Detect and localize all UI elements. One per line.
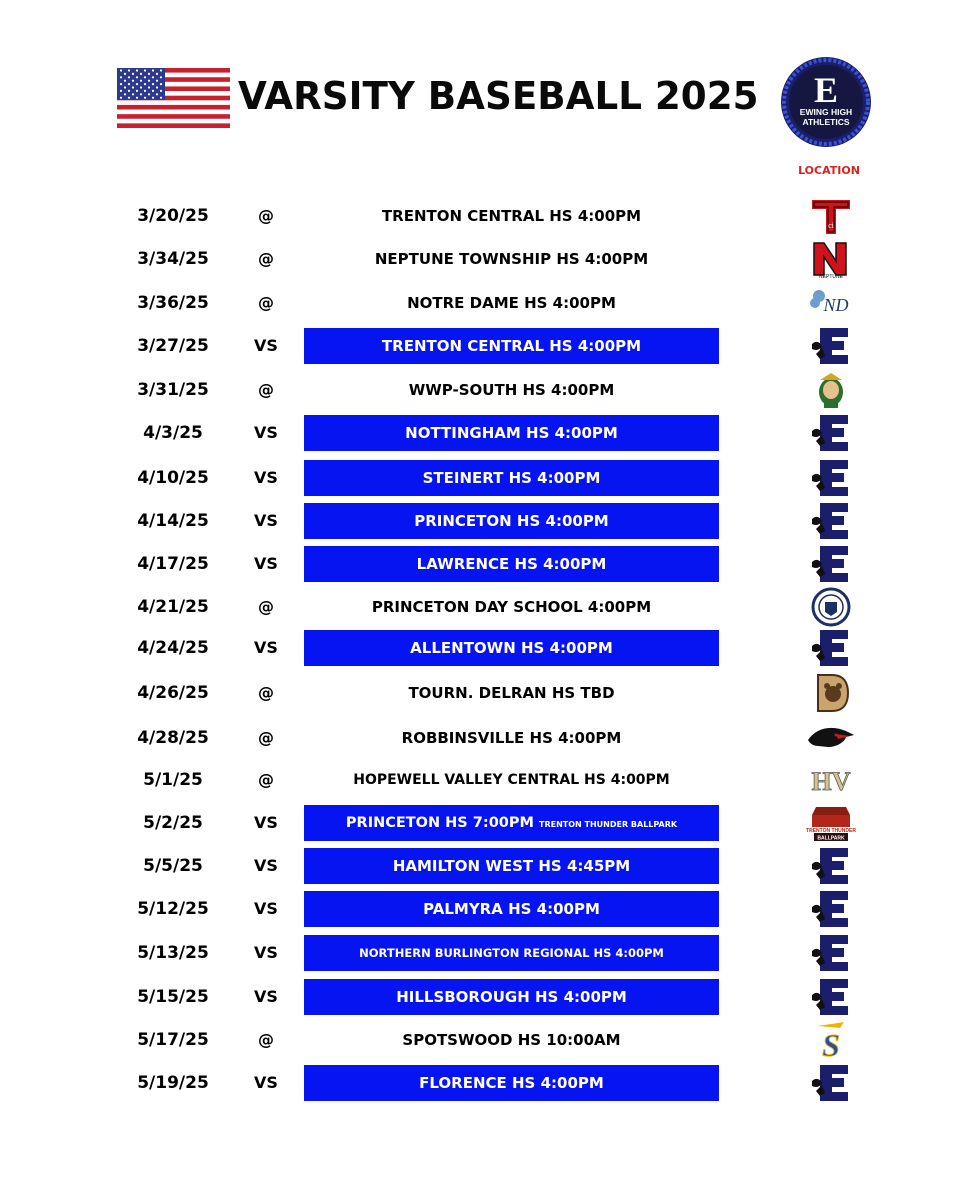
game-date: 4/17/25 [137,554,209,574]
delran-bear-icon [806,673,856,713]
svg-text:S: S [822,1027,840,1060]
ewing-e-icon [806,326,856,366]
opponent-cell [304,891,719,927]
opponent-cell [304,675,719,711]
game-date: 5/5/25 [143,856,203,876]
home-away-indicator: VS [254,987,278,1006]
notre-dame-icon [806,283,856,323]
opponent-cell [304,241,719,277]
opponent-name: PRINCETON DAY SCHOOL 4:00PM [371,598,652,616]
home-away-indicator: VS [254,554,278,573]
opponent-name: STEINERT HS 4:00PM [422,469,601,487]
ewing-e-icon [806,889,856,929]
ewing-e-icon [806,628,856,668]
ewing-e-icon [806,1063,856,1103]
opponent-cell [304,848,719,884]
opponent-cell [304,979,719,1015]
opponent-cell [304,805,719,841]
opponent-cell [304,460,719,496]
game-date: 5/1/25 [143,770,203,790]
game-row [0,589,977,625]
opponent-cell [304,328,719,364]
opponent-cell [304,1022,719,1058]
game-date: 3/36/25 [137,293,209,313]
american-flag-icon [117,68,230,128]
svg-text:BALLPARK: BALLPARK [817,835,845,842]
ewing-e-icon [806,458,856,498]
home-away-indicator: @ [258,683,274,702]
opponent-name: HOPEWELL VALLEY CENTRAL HS 4:00PM [353,772,670,788]
home-away-indicator: @ [258,293,274,312]
logo-line-2: ATHLETICS [802,117,850,127]
game-row [0,198,977,234]
home-away-indicator: @ [258,249,274,268]
game-row [0,241,977,277]
game-row [0,372,977,408]
game-date: 5/19/25 [137,1073,209,1093]
game-date: 5/12/25 [137,899,209,919]
opponent-name: FLORENCE HS 4:00PM [419,1074,604,1092]
logo-line-1: EWING HIGH [799,107,853,117]
game-date: 5/13/25 [137,943,209,963]
ewing-e-icon [806,933,856,973]
opponent-name: HILLSBOROUGH HS 4:00PM [396,988,627,1006]
ewing-e-icon [806,413,856,453]
svg-text:NEPTUNE: NEPTUNE [819,274,843,279]
game-row [0,630,977,666]
opponent-name: LAWRENCE HS 4:00PM [416,555,607,573]
game-date: 4/14/25 [137,511,209,531]
opponent-name: NORTHERN BURLINGTON REGIONAL HS 4:00PM [359,946,664,960]
hopewell-valley-icon [806,760,856,800]
robbinsville-raven-icon [806,718,856,758]
opponent-name: WWP-SOUTH HS 4:00PM [408,381,615,399]
game-row [0,848,977,884]
venue-note: TRENTON THUNDER BALLPARK [539,820,678,829]
game-row [0,1065,977,1101]
opponent-name: ALLENTOWN HS 4:00PM [410,639,613,657]
princeton-day-seal-icon [806,587,856,627]
game-row [0,762,977,798]
game-row [0,415,977,451]
game-row [0,979,977,1015]
game-date: 3/27/25 [137,336,209,356]
home-away-indicator: VS [254,511,278,530]
opponent-cell [304,630,719,666]
svg-text:ND: ND [823,295,849,315]
home-away-indicator: VS [254,1073,278,1092]
game-date: 5/15/25 [137,987,209,1007]
opponent-cell [304,415,719,451]
home-away-indicator: VS [254,638,278,657]
opponent-name: TRENTON CENTRAL HS 4:00PM [381,337,642,355]
home-away-indicator: VS [254,336,278,355]
game-row [0,935,977,971]
game-date: 4/10/25 [137,468,209,488]
opponent-name: TRENTON CENTRAL HS 4:00PM [381,207,642,225]
trenton-t-icon [806,196,856,236]
opponent-cell [304,546,719,582]
ewing-e-icon [806,501,856,541]
opponent-name: PALMYRA HS 4:00PM [423,900,600,918]
home-away-indicator: @ [258,597,274,616]
svg-text:HV: HV [811,767,851,796]
home-away-indicator: VS [254,856,278,875]
game-date: 3/34/25 [137,249,209,269]
opponent-cell [304,1065,719,1101]
svg-text:TRENTON THUNDER: TRENTON THUNDER [806,828,856,834]
svg-text:ci: ci [828,221,834,230]
game-date: 3/20/25 [137,206,209,226]
opponent-name: PRINCETON HS 4:00PM [414,512,609,530]
opponent-cell [304,503,719,539]
game-row [0,328,977,364]
opponent-name: NEPTUNE TOWNSHIP HS 4:00PM [374,250,649,268]
home-away-indicator: VS [254,943,278,962]
opponent-name: TOURN. DELRAN HS TBD [408,684,615,702]
home-away-indicator: @ [258,770,274,789]
game-row [0,503,977,539]
game-row [0,891,977,927]
ewing-e-icon [806,977,856,1017]
opponent-name: PRINCETON HS 7:00PM [345,815,534,831]
spotswood-s-icon [806,1020,856,1060]
wwp-south-mascot-icon [806,370,856,410]
game-date: 4/3/25 [143,423,203,443]
home-away-indicator: VS [254,468,278,487]
opponent-cell [304,285,719,321]
ewing-e-icon [806,544,856,584]
home-away-indicator: VS [254,899,278,918]
opponent-name: SPOTSWOOD HS 10:00AM [402,1031,621,1049]
game-row [0,720,977,756]
home-away-indicator: @ [258,206,274,225]
game-row [0,675,977,711]
opponent-name: HAMILTON WEST HS 4:45PM [392,857,631,875]
opponent-name: ROBBINSVILLE HS 4:00PM [401,729,622,747]
game-row [0,805,977,841]
game-row [0,546,977,582]
game-date: 5/2/25 [143,813,203,833]
game-row [0,285,977,321]
home-away-indicator: VS [254,423,278,442]
home-away-indicator: @ [258,380,274,399]
game-date: 4/24/25 [137,638,209,658]
opponent-name: NOTTINGHAM HS 4:00PM [405,424,618,442]
logo-letter: E [813,70,839,110]
location-header: LOCATION [798,164,860,177]
opponent-cell [304,935,719,971]
opponent-cell [304,762,719,798]
opponent-name: NOTRE DAME HS 4:00PM [407,294,616,312]
game-date: 4/21/25 [137,597,209,617]
trenton-thunder-ballpark-icon [806,803,856,843]
ewing-e-icon [806,846,856,886]
game-date: 5/17/25 [137,1030,209,1050]
home-away-indicator: @ [258,1030,274,1049]
game-row [0,1022,977,1058]
opponent-cell [304,198,719,234]
game-row [0,460,977,496]
opponent-cell [304,589,719,625]
home-away-indicator: @ [258,728,274,747]
game-date: 4/26/25 [137,683,209,703]
game-date: 4/28/25 [137,728,209,748]
opponent-cell [304,720,719,756]
ewing-high-athletics-logo [780,56,872,148]
game-date: 3/31/25 [137,380,209,400]
opponent-cell [304,372,719,408]
home-away-indicator: VS [254,813,278,832]
neptune-n-icon [806,239,856,279]
page-title: VARSITY BASEBALL 2025 [238,74,759,118]
